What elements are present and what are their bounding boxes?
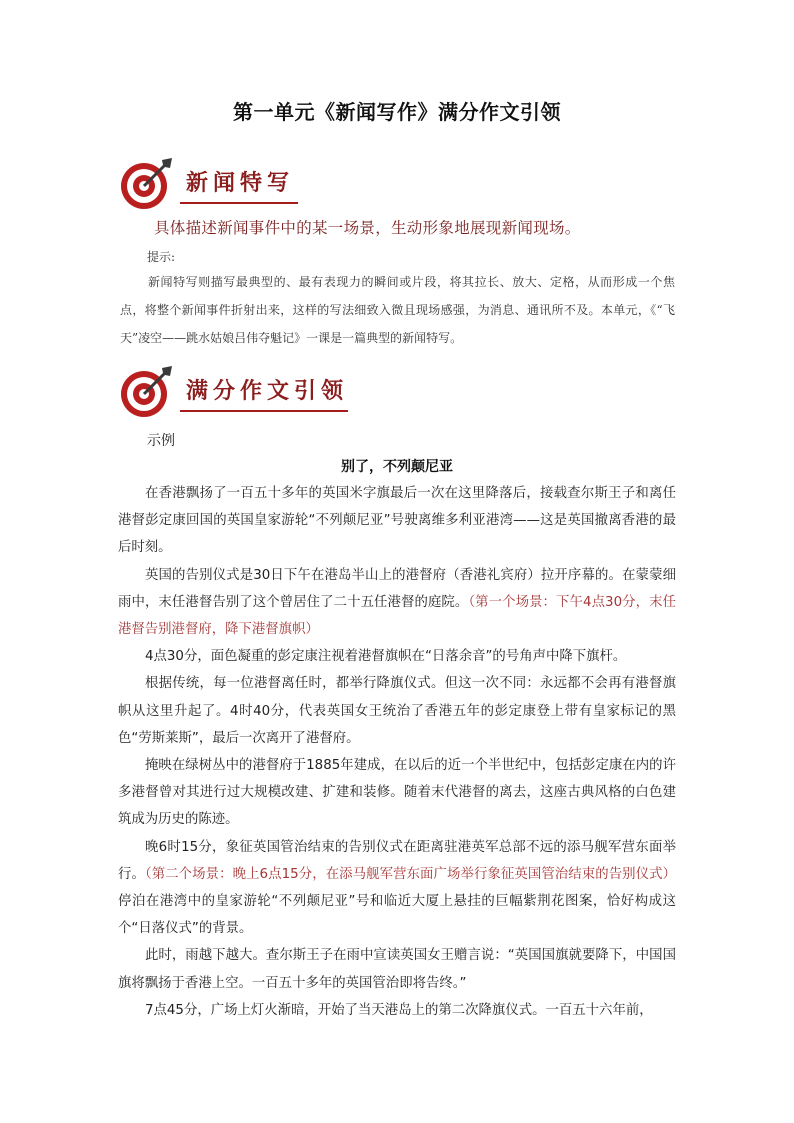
paragraph: 此时，雨越下越大。查尔斯王子在雨中宣读英国女王赠言说：“英国国旗就要降下，中国国旗将飘扬于香港上空。一百五十多年的英国管治即将告终。” — [118, 948, 676, 991]
paragraph: 7点45分，广场上灯火渐暗，开始了当天港岛上的第二次降旗仪式。一百五十六年前， — [145, 1002, 653, 1018]
paragraph-text: 停泊在港湾中的皇家游轮“不列颠尼亚”号和临近大厦上悬挂的巨幅紫荆花图案，恰好构成这个“日落仪式”的背景。 — [118, 894, 676, 937]
paragraph — [118, 562, 676, 644]
lead-text: 具体描述新闻事件中的某一场景，生动形象地展现新闻现场。 — [154, 219, 581, 237]
section-label: 满分作文引领 — [186, 378, 349, 404]
paragraph: 掩映在绿树丛中的港督府于1885年建成，在以后的近一个半世纪中，包括彭定康在内的许多港督曾对其进行过大规模改建、扩建和装修。随着末代港督的离去，这座古典风格的白色建筑成为历史的陈迹。 — [118, 758, 676, 828]
section-label: 新闻特写 — [186, 170, 295, 196]
section-underline — [180, 410, 348, 412]
hint-label: 提示: — [147, 250, 176, 264]
target-icon — [118, 364, 174, 420]
article-body — [118, 480, 676, 1024]
paragraph: 4点30分，面色凝重的彭定康注视着港督旗帜在“日落余音”的号角声中降下旗杆。 — [145, 649, 627, 665]
paragraph: 在香港飘扬了一百五十多年的英国米字旗最后一次在这里降落后，接载查尔斯王子和离任港督彭定康回国的英国皇家游轮“不列颠尼亚”号驶离维多利亚港湾——这是英国撤离香港的最后时刻。 — [118, 486, 676, 556]
article-title: 别了，不列颠尼亚 — [341, 459, 453, 475]
section-header-model-essay — [118, 364, 358, 420]
hint-body: 新闻特写则描写最典型的、最有表现力的瞬间或片段，将其拉长、放大、定格，从而形成一个焦点，将整个新闻事件折射出来，这样的写法细致入微且现场感强，为消息、通讯所不及。本单元，《“飞天”凌空——跳水姑娘吕伟夺魁记》一课是一篇典型的新闻特写。 — [120, 275, 675, 345]
paragraph-text: 晚6时15分，象征英国管治结束的告别仪式在距离驻港英军总部不远的添马舰军营东面举行。 — [118, 839, 676, 882]
page-title: 第一单元《新闻写作》满分作文引领 — [233, 100, 561, 124]
paragraph-text: 英国的告别仪式是30日下午在港岛半山上的港督府（香港礼宾府）拉开序幕的。在蒙蒙细雨中，末任港督告别了这个曾居住了二十五任港督的庭院。 — [118, 567, 676, 610]
scene-annotation: （第一个场景：下午4点30分，末任港督告别港督府，降下港督旗帜） — [118, 594, 677, 638]
example-label: 示例 — [147, 433, 175, 449]
target-icon — [118, 156, 174, 212]
scene-annotation: （第二个场景：晚上6点15分，在添马舰军营东面广场举行象征英国管治结束的告别仪式） — [144, 866, 676, 882]
section-underline — [180, 202, 298, 204]
paragraph: 根据传统，每一位港督离任时，都举行降旗仪式。但这一次不同：永远都不会再有港督旗帜从这里升起了。4时40分，代表英国女王统治了香港五年的彭定康登上带有皇家标记的黑色“劳斯莱斯”，最后一次离开了港督府。 — [118, 676, 676, 746]
paragraph — [118, 834, 676, 943]
section-header-news-feature — [118, 156, 318, 212]
